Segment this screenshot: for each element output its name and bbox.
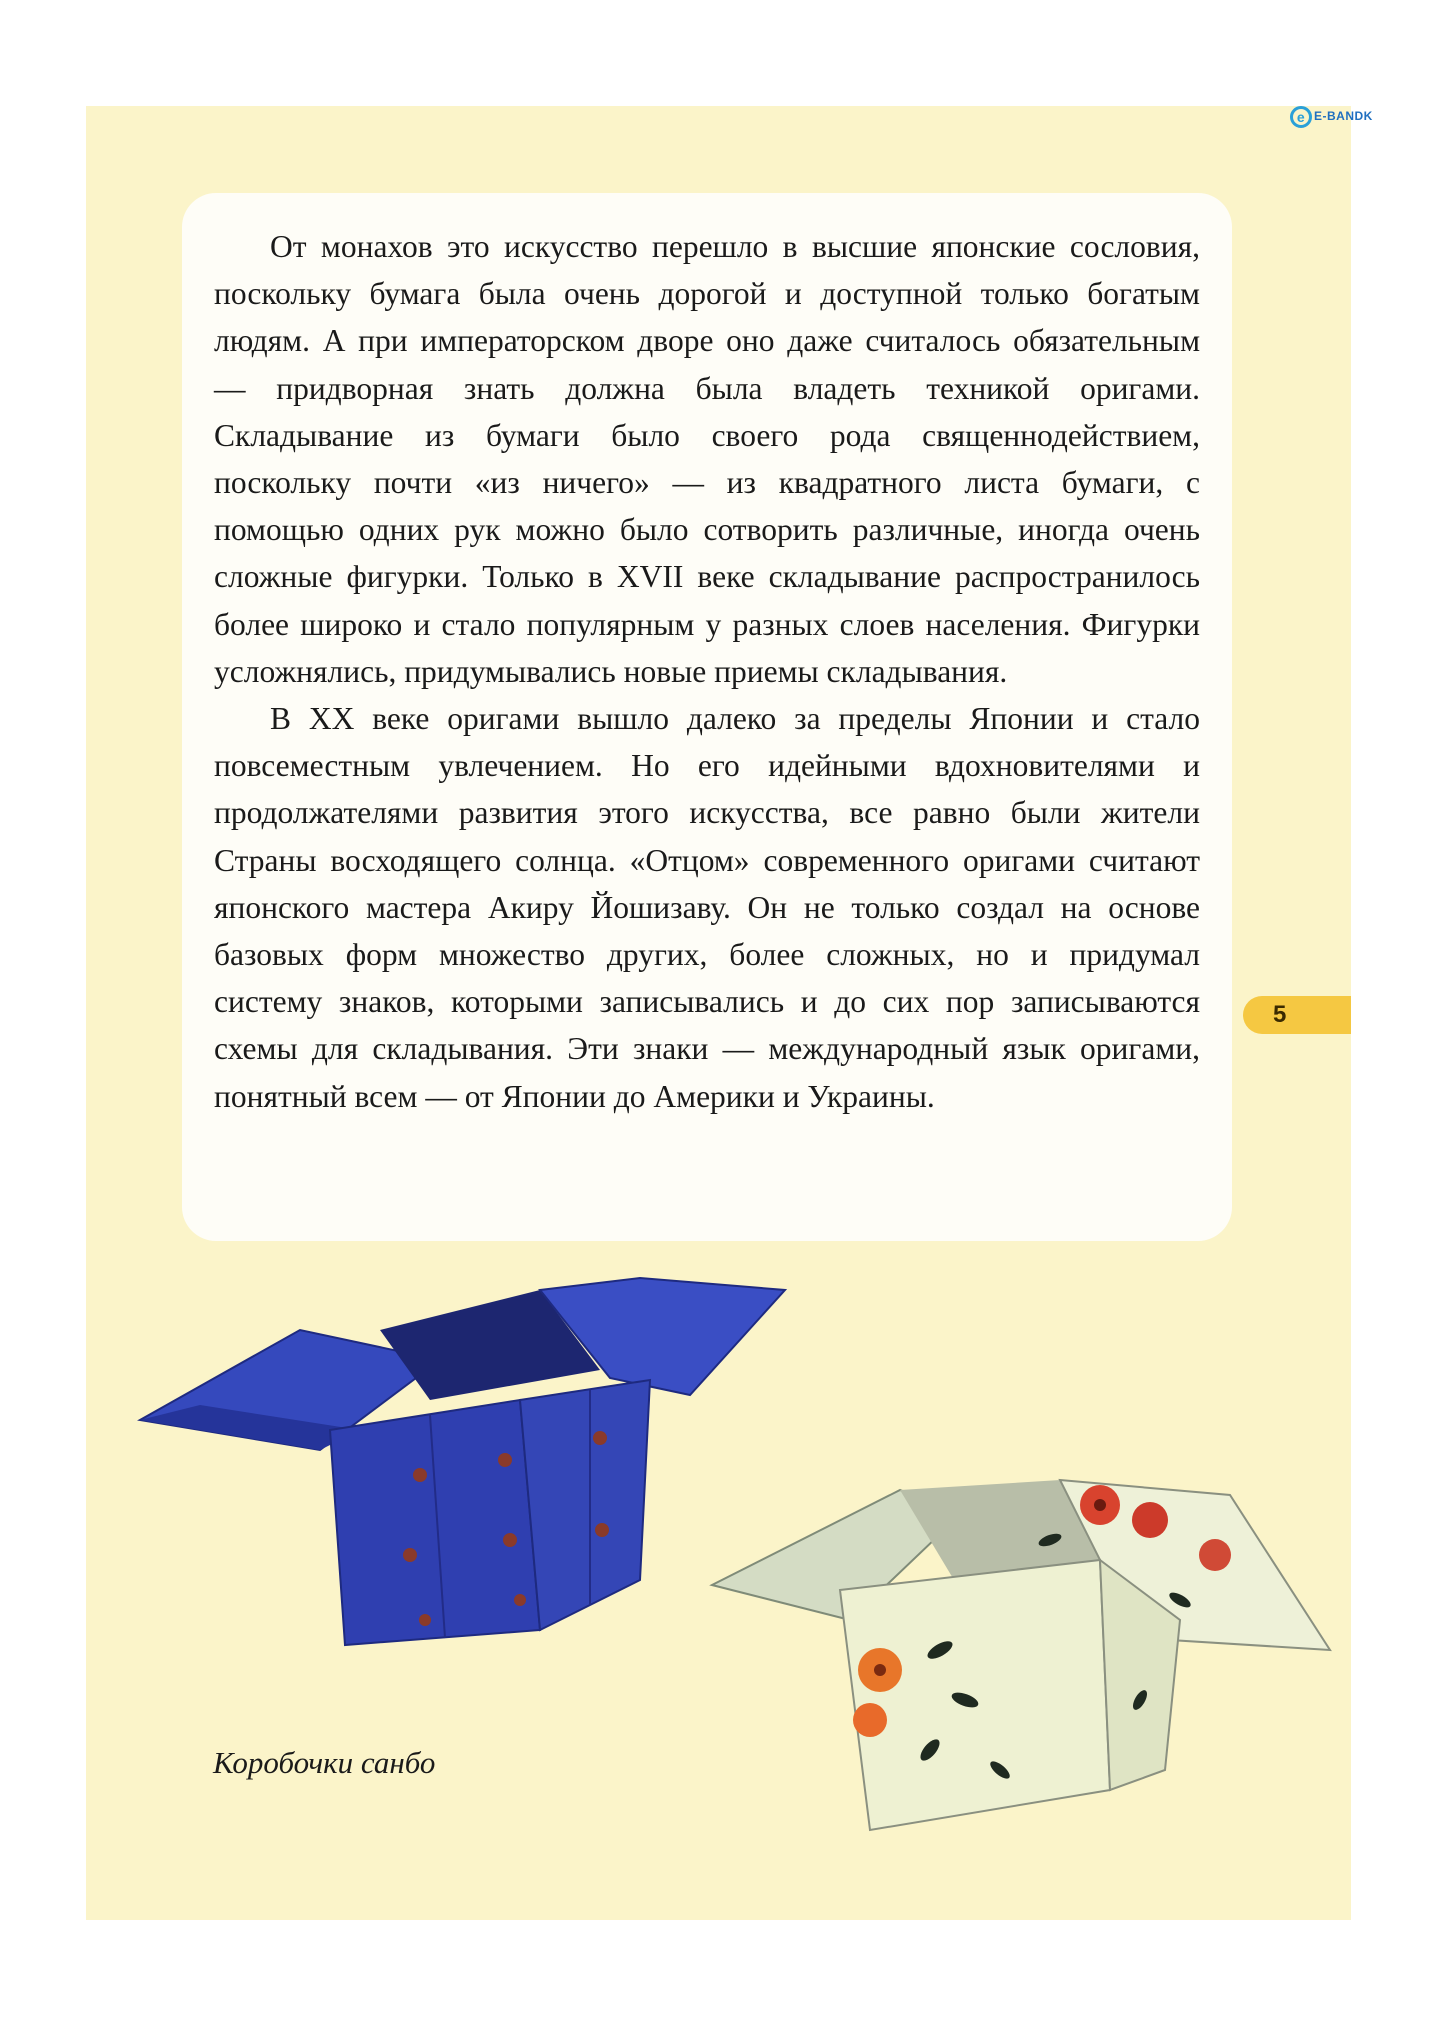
floral-sanbo-box bbox=[712, 1480, 1330, 1830]
blue-box-motif bbox=[514, 1594, 526, 1606]
paragraph-2: В XX веке оригами вышло далеко за пределы Японии и стало повсеместным увлечением. Но его идейными вдохновителями и продолжателями развития этого искусства, все равно были жители Страны восходящего солнца. «Отцом» современного оригами считают японского мастера Акиру Йошизаву. Он не только создал на основе базовых форм множество других, более сложных, но и придумал систему знаков, которыми записывались и до сих пор записываются схемы для складывания. Эти знаки — международный язык оригами, понятный всем — от Японии до Америки и Украины. bbox=[214, 701, 1200, 1114]
blue-box-motif bbox=[595, 1523, 609, 1537]
blue-sanbo-box bbox=[140, 1278, 785, 1645]
flower bbox=[1132, 1502, 1168, 1538]
page-number: 5 bbox=[1273, 1001, 1287, 1028]
blue-box-motif bbox=[498, 1453, 512, 1467]
blue-box-motif bbox=[403, 1548, 417, 1562]
blue-box-motif bbox=[503, 1533, 517, 1547]
flower-center bbox=[874, 1664, 886, 1676]
figure-caption: Коробочки санбо bbox=[213, 1745, 436, 1780]
blue-box-motif bbox=[593, 1431, 607, 1445]
publisher-logo-text: E-BANDK bbox=[1314, 109, 1373, 124]
blue-box-front bbox=[330, 1400, 540, 1645]
flower-center bbox=[1094, 1499, 1106, 1511]
floral-box-front bbox=[840, 1560, 1110, 1830]
publisher-logo-icon: e bbox=[1290, 106, 1312, 128]
blue-box-motif bbox=[419, 1614, 431, 1626]
blue-box-motif bbox=[413, 1468, 427, 1482]
flower bbox=[1199, 1539, 1231, 1571]
blue-box-side bbox=[520, 1380, 650, 1630]
flower bbox=[853, 1703, 887, 1737]
blue-box-right-flap bbox=[540, 1278, 785, 1395]
paragraph-1: От монахов это искусство перешло в высшие японские сословия, поскольку бумага была очень дорогой и доступной только богатым людям. А при императорском дворе оно даже считалось обязательным — придворная знать должна была владеть техникой оригами. Складывание из бумаги было своего рода священнодействием, поскольку почти «из ничего» — из квадратного листа бумаги, с помощью одних рук можно было сотворить различные, иногда очень сложные фигурки. Только в XVII веке складывание распространилось более широко и стало популярным у разных слоев населения. Фигурки усложнялись, придумывались новые приемы складывания. bbox=[214, 229, 1200, 689]
